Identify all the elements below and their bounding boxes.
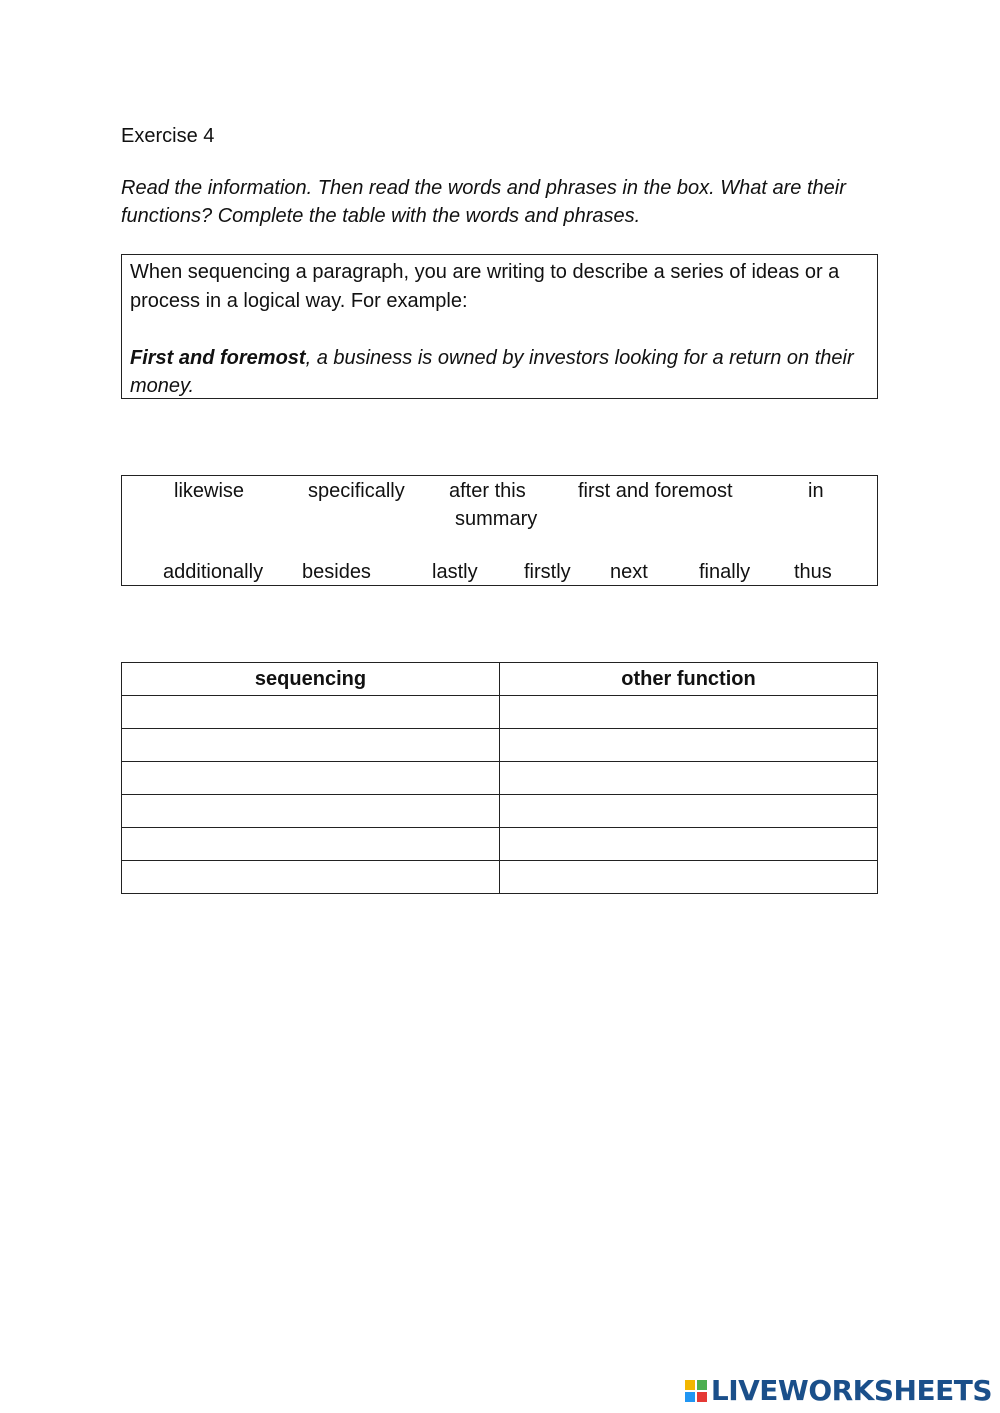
word-item: specifically bbox=[308, 480, 405, 502]
word-item: lastly bbox=[432, 561, 478, 583]
liveworksheets-logo bbox=[685, 1374, 992, 1407]
table-row bbox=[122, 762, 878, 795]
word-item: after this bbox=[449, 480, 526, 502]
word-item: summary bbox=[455, 508, 538, 530]
answer-cell[interactable] bbox=[122, 861, 500, 894]
logo-square-icon bbox=[697, 1380, 707, 1390]
answer-cell[interactable] bbox=[122, 828, 500, 861]
info-box bbox=[121, 254, 878, 399]
word-item: besides bbox=[302, 561, 371, 583]
word-item: firstly bbox=[524, 561, 571, 583]
answer-cell[interactable] bbox=[122, 729, 500, 762]
logo-square-icon bbox=[685, 1380, 695, 1390]
answer-cell[interactable] bbox=[122, 762, 500, 795]
table-row bbox=[122, 828, 878, 861]
answer-table bbox=[121, 662, 878, 894]
word-item: likewise bbox=[174, 480, 245, 502]
answer-cell[interactable] bbox=[122, 696, 500, 729]
answer-cell[interactable] bbox=[500, 762, 878, 795]
word-item: thus bbox=[794, 561, 832, 583]
logo-text: LIVEWORKSHEETS bbox=[710, 1374, 992, 1407]
word-box bbox=[121, 475, 878, 586]
word-item: first and foremost bbox=[578, 480, 733, 502]
column-header-sequencing: sequencing bbox=[122, 663, 500, 696]
answer-cell[interactable] bbox=[122, 795, 500, 828]
answer-cell[interactable] bbox=[500, 795, 878, 828]
word-item: additionally bbox=[163, 561, 264, 583]
answer-cell[interactable] bbox=[500, 696, 878, 729]
example-rest: , a business is owned by investors looking for a return on their money. bbox=[130, 346, 854, 397]
example-bold: First and foremost bbox=[130, 346, 306, 369]
answer-cell[interactable] bbox=[500, 729, 878, 762]
word-item: next bbox=[610, 561, 648, 583]
word-item: in bbox=[808, 480, 824, 502]
info-text: When sequencing a paragraph, you are writing to describe a series of ideas or a process in a logical way. For example: bbox=[130, 261, 840, 312]
table-row bbox=[122, 861, 878, 894]
table-row bbox=[122, 729, 878, 762]
logo-square-icon bbox=[697, 1392, 707, 1402]
table-header-row bbox=[122, 663, 878, 696]
instructions: Read the information. Then read the words and phrases in the box. What are their functions? Complete the table with the words and phrases. bbox=[121, 177, 846, 227]
answer-cell[interactable] bbox=[500, 861, 878, 894]
table-row bbox=[122, 795, 878, 828]
page-title: Exercise 4 bbox=[121, 125, 215, 147]
logo-mark-icon bbox=[685, 1380, 707, 1402]
logo-square-icon bbox=[685, 1392, 695, 1402]
example-sentence bbox=[130, 344, 869, 401]
column-header-other-function: other function bbox=[500, 663, 878, 696]
table-row bbox=[122, 696, 878, 729]
answer-cell[interactable] bbox=[500, 828, 878, 861]
word-item: finally bbox=[699, 561, 751, 583]
